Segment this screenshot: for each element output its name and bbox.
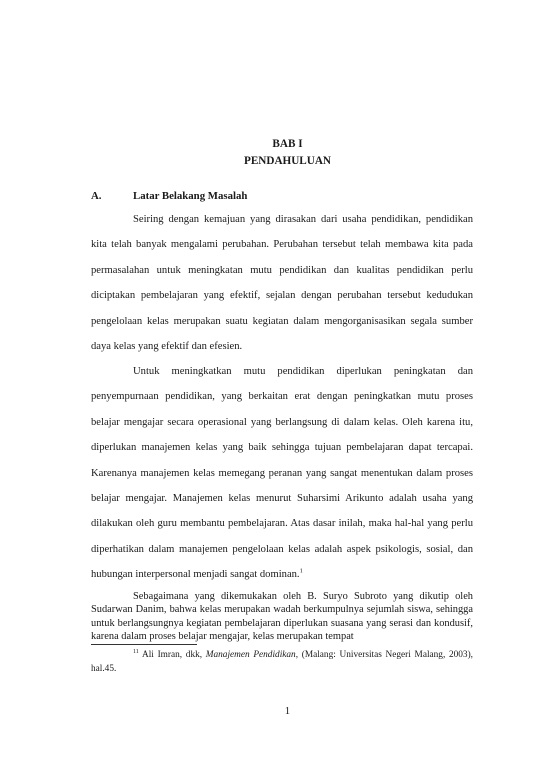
footnote xyxy=(91,646,473,676)
section-number: A. xyxy=(91,190,102,202)
footnote-book-title: Manajemen Pendidikan xyxy=(205,650,296,661)
section-title: Latar Belakang Masalah xyxy=(133,190,248,202)
paragraph-1-text: Seiring dengan kemajuan yang dirasakan dari usaha pendidikan, pendidikan kita telah banyak mengalami perubahan. Perubahan tersebut telah membawa kita pada permasalahan untuk meningkatan mutu pendidikan dan kualitas pendidikan perlu diciptakan pembelajaran yang efektif, sejalan dengan perubahan tersebut kedudukan pengelolaan kelas merupakan suatu kegiatan dalam mengorganisasikan segala sumber daya kelas yang efektif dan efesien. xyxy=(91,214,473,353)
footnote-separator xyxy=(91,644,197,645)
footnote-number: 11 xyxy=(133,649,139,655)
footnote-text-before: Ali Imran, dkk, xyxy=(141,650,206,661)
footnote-reference[interactable]: 1 xyxy=(299,567,303,575)
paragraph-2-text: Untuk meningkatkan mutu pendidikan diperlukan peningkatan dan penyempurnaan pendidikan, yang berkaitan erat dengan peningkatkan mutu proses belajar mengajar secara operasional yang berlangsung di dalam kelas. Oleh karena itu, diperlukan manajemen kelas yang baik sehingga tujuan pembelajaran dapat tercapai. Karenanya manajemen kelas memegang peranan yang sangat menentukan dalam proses belajar mengajar. Manajemen kelas menurut Suharsimi Arikunto adalah usaha yang dilakukan oleh guru membantu pembelajaran. Atas dasar inilah, maka hal-hal yang perlu diperhatikan dalam manajemen pengelolaan kelas adalah aspek psikologis, sosial, dan hubungan interpersonal menjadi sangat dominan. xyxy=(91,366,473,581)
paragraph-3 xyxy=(91,590,473,644)
paragraph-1 xyxy=(91,207,473,359)
section-heading xyxy=(91,190,247,202)
chapter-title: PENDAHULUAN xyxy=(243,155,331,167)
paragraph-3-text: Sebagaimana yang dikemukakan oleh B. Suryo Subroto yang dikutip oleh Sudarwan Danim, bahwa kelas merupakan wadah berkumpulnya sejumlah siswa, sehingga untuk berlangsungnya kegiatan pembelajaran diperlukan suasana yang serasi dan kondusif, karena dalam proses belajar mengajar, kelas merupakan tempat xyxy=(91,591,473,643)
footnote-text-after: , (Malang: Universitas Negeri Malang, 2003), hal.45. xyxy=(91,650,473,674)
paragraph-2 xyxy=(91,359,473,588)
chapter-number: BAB I xyxy=(272,138,303,150)
page-number: 1 xyxy=(284,705,291,717)
